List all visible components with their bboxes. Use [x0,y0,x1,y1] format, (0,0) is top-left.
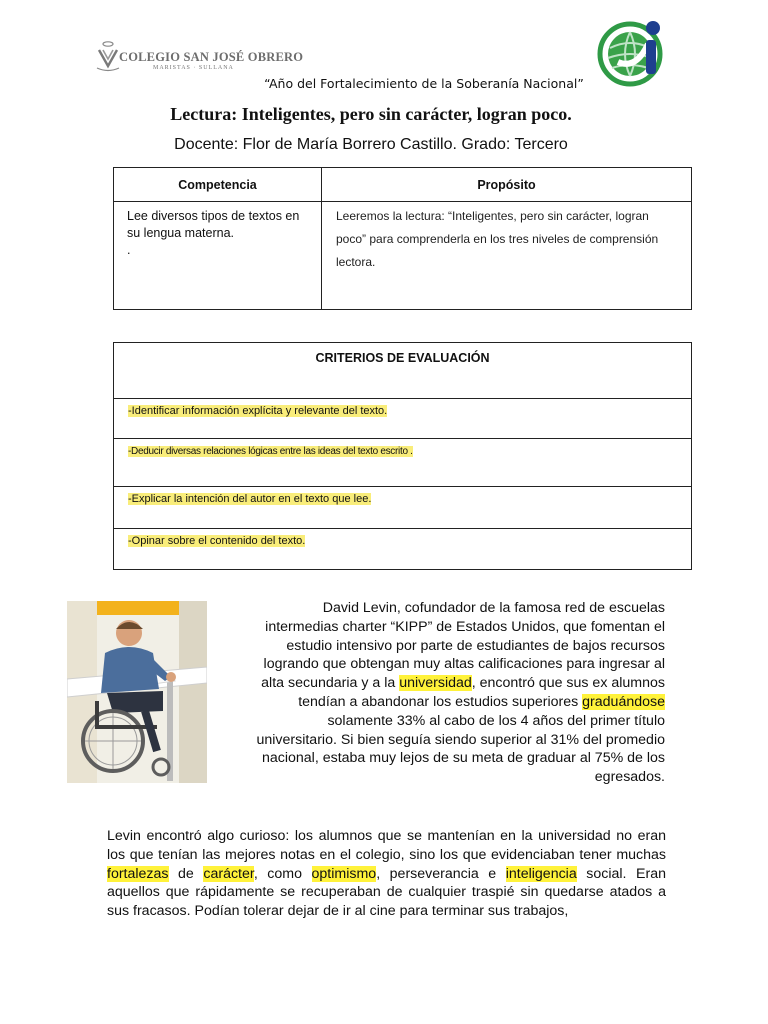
paragraph-1 [252,599,665,787]
year-motto: “Año del Fortalecimiento de la Soberanía Nacional” [264,76,584,91]
criterio-1: -Identificar información explícita y relevante del texto. [128,405,388,417]
proposito-cell: Leeremos la lectura: “Inteligentes, pero sin carácter, logran poco” para comprenderla en los tres niveles de comprensión lectora. [322,202,692,310]
para2-text: , perseverancia e [376,865,506,882]
para1-text: solamente 33% al cabo de los 4 años del primer título universitario. Si bien seguía siendo superior al 31% del promedio nacional, estaba muy lejos de su meta de graduar al 75% de los egresados. [256,712,665,786]
table-header-row [114,168,692,202]
highlight-universidad: universidad [399,675,472,692]
criterio-cell [114,439,692,487]
para1-text: David Levin, cofundador de la famosa red de escuelas intermedias charter “KIPP” de Estados Unidos, que fomentan el estudio intensivo por parte de estudiantes de bajos recursos logrando que obtengan muy altas calificaciones para ingresar al alta secundaria y a la [261,600,665,692]
student-wheelchair-photo [67,601,207,783]
proposito-header: Propósito [322,168,692,202]
criterio-4: -Opinar sobre el contenido del texto. [128,535,306,547]
table-row [114,529,692,570]
highlight-fortalezas: fortalezas [107,865,169,882]
para2-text: , como [253,865,312,882]
highlight-inteligencia: inteligencia [505,865,577,882]
highlight-optimismo: optimismo [311,865,377,882]
teacher-grade-line: Docente: Flor de María Borrero Castillo. Grado: Tercero [174,136,568,153]
criterios-table [113,342,692,570]
competencia-header: Competencia [114,168,322,202]
highlight-graduandose: graduándose [582,693,665,710]
table-row [114,487,692,529]
criterios-header: CRITERIOS DE EVALUACIÓN [114,343,692,399]
competencia-dot: . [127,243,131,257]
criterio-cell [114,399,692,439]
criterio-2: -Deducir diversas relaciones lógicas entre las ideas del texto escrito . [128,446,413,457]
school-crest-icon [95,40,121,72]
table-row [114,439,692,487]
competencia-text: Lee diversos tipos de textos en su lengua materna. [127,209,300,240]
paragraph-2 [107,827,666,921]
school-subtitle: MARISTAS · SULLANA [153,65,234,71]
criterio-3: -Explicar la intención del autor en el texto que lee. [128,493,372,505]
school-name: COLEGIO SAN JOSÉ OBRERO [119,50,304,64]
criterio-cell [114,529,692,570]
criterio-cell [114,487,692,529]
para2-text: social. Eran aquellos que rápidamente se recuperaban de cualquier traspié sin quedarse atados a sus fracasos. Podían tolerar dejar de ir al cine para terminar sus trabajos, [107,865,666,920]
student-wheelchair-image [67,601,207,783]
criterios-header-row [114,343,692,399]
highlight-caracter: carácter [203,865,254,882]
para2-text: Levin encontró algo curioso: los alumnos que se mantenían en la universidad no eran los que tenían las mejores notas en el colegio, sino los que evidenciaban tener muchas [107,828,666,863]
school-logo [95,40,304,74]
para1-text: , encontró que sus ex alumnos tendían a abandonar los estudios superiores [298,675,665,710]
para2-text: de [168,865,204,882]
table-row [114,399,692,439]
reading-title: Lectura: Inteligentes, pero sin carácter, logran poco. [170,104,572,124]
competencia-table [113,167,692,310]
competencia-cell [114,202,322,310]
table-row [114,202,692,310]
